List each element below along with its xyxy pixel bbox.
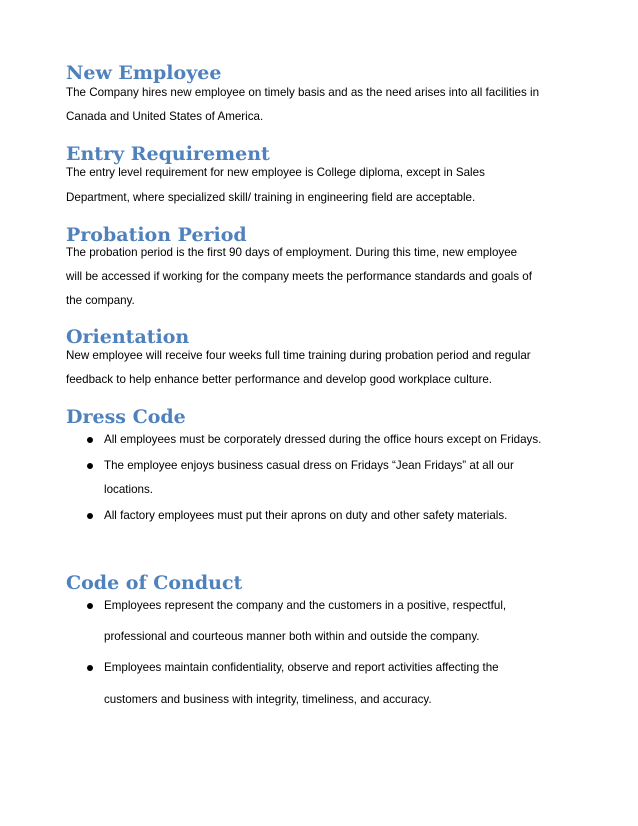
orientation-line-2: feedback to help enhance better performance and develop good workplace culture.: [66, 373, 493, 386]
dress-code-bullet-1-line-1: All employees must be corporately dressed during the office hours except on Fridays.: [104, 433, 542, 446]
code-of-conduct-bullet-2-line-1: Employees maintain confidentiality, observe and report activities affecting the: [104, 661, 499, 674]
heading-new-employee: New Employee: [66, 62, 222, 84]
code-of-conduct-bullet-2-line-2: customers and business with integrity, timeliness, and accuracy.: [104, 693, 432, 706]
new-employee-line-1: The Company hires new employee on timely basis and as the need arises into all facilities in: [66, 86, 540, 99]
heading-orientation: Orientation: [66, 326, 190, 348]
probation-period-line-3: the company.: [66, 294, 135, 307]
bullet-icon: [87, 513, 93, 519]
bullet-icon: [87, 665, 93, 671]
entry-requirement-line-1: The entry level requirement for new employee is College diploma, except in Sales: [66, 166, 485, 179]
probation-period-line-1: The probation period is the first 90 days of employment. During this time, new employee: [66, 246, 518, 259]
bullet-icon: [87, 463, 93, 469]
entry-requirement-line-2: Department, where specialized skill/ training in engineering field are acceptable.: [66, 191, 476, 204]
code-of-conduct-bullet-1-line-1: Employees represent the company and the customers in a positive, respectful,: [104, 599, 507, 612]
bullet-icon: [87, 437, 93, 443]
heading-dress-code: Dress Code: [66, 406, 186, 428]
new-employee-line-2: Canada and United States of America.: [66, 110, 264, 123]
probation-period-line-2: will be accessed if working for the company meets the performance standards and goals of: [66, 270, 532, 283]
orientation-line-1: New employee will receive four weeks full time training during probation period and regular: [66, 349, 531, 362]
code-of-conduct-bullet-1-line-2: professional and courteous manner both within and outside the company.: [104, 630, 480, 643]
dress-code-bullet-2-line-1: The employee enjoys business casual dress on Fridays “Jean Fridays” at all our: [104, 459, 514, 472]
dress-code-bullet-3-line-1: All factory employees must put their aprons on duty and other safety materials.: [104, 509, 508, 522]
bullet-icon: [87, 603, 93, 609]
heading-entry-requirement: Entry Requirement: [66, 143, 270, 165]
heading-code-of-conduct: Code of Conduct: [66, 572, 243, 594]
heading-probation-period: Probation Period: [66, 224, 247, 246]
dress-code-bullet-2-line-2: locations.: [104, 483, 153, 496]
